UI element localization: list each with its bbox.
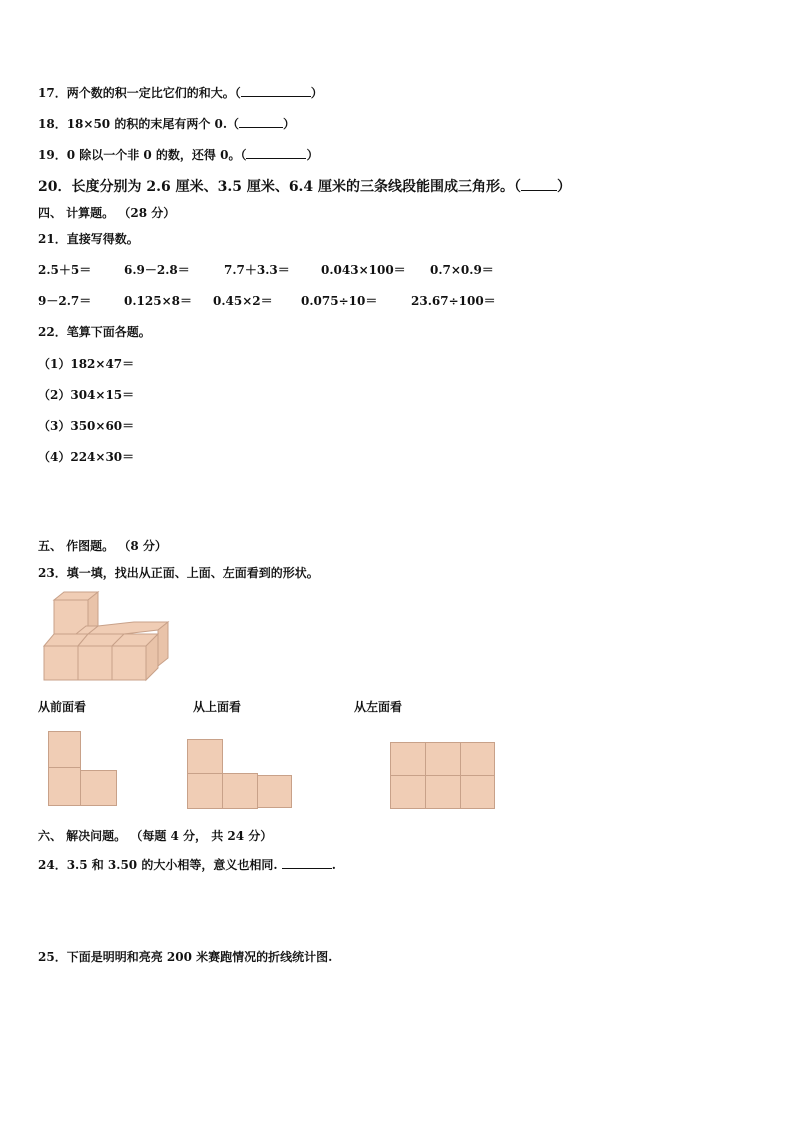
calc-2-3: 0.45×2＝: [213, 294, 273, 308]
question-20-close: ）: [557, 179, 572, 195]
caption-top-view: 从上面看: [193, 700, 242, 714]
view-square: [425, 775, 461, 809]
caption-front-view: 从前面看: [38, 700, 87, 714]
calc-2-2: 0.125×8＝: [124, 294, 192, 308]
question-19: [38, 146, 318, 163]
cube-top-face: [88, 622, 168, 634]
cube-front-face: [78, 646, 112, 680]
view-square: [187, 773, 223, 809]
view-square: [390, 775, 426, 809]
calc-2-1: 9－2.7＝: [38, 294, 92, 308]
calc-1-1: 2.5＋5＝: [38, 263, 92, 277]
cube-stack-figure: [40, 590, 180, 685]
question-19-text: 19．0 除以一个非 0 的数，还得 0。（: [38, 148, 247, 162]
cube-front-face: [44, 646, 78, 680]
question-23-title: 23．填一填，找出从正面、上面、左面看到的形状。: [38, 566, 319, 580]
question-20: [38, 176, 571, 196]
q22-item-2: （2）304×15＝: [38, 388, 135, 402]
view-square: [257, 775, 292, 808]
q22-item-1: （1）182×47＝: [38, 357, 135, 371]
view-square: [48, 767, 81, 806]
view-square: [222, 773, 258, 809]
view-square: [460, 742, 495, 776]
view-square: [425, 742, 461, 776]
question-22-title: 22．笔算下面各题。: [38, 325, 151, 339]
question-18-close: ）: [283, 117, 296, 131]
calc-2-4: 0.075÷10＝: [301, 294, 378, 308]
view-square: [460, 775, 495, 809]
view-square: [80, 770, 117, 806]
calc-1-5: 0.7×0.9＝: [430, 263, 494, 277]
section-6-heading: 六、 解决问题。 （每题 4 分， 共 24 分）: [38, 829, 273, 843]
answer-blank-18[interactable]: [239, 116, 283, 128]
question-20-text: 20．长度分别为 2.6 厘米、3.5 厘米、6.4 厘米的三条线段能围成三角形。（: [38, 179, 522, 195]
answer-blank-17[interactable]: [241, 85, 311, 97]
question-17-text: 17．两个数的积一定比它们的和大。（: [38, 86, 241, 100]
question-18: [38, 115, 295, 132]
cube-side-face: [158, 622, 168, 666]
calc-1-3: 7.7＋3.3＝: [224, 263, 290, 277]
view-square: [187, 739, 223, 774]
question-24-text: 24．3.5 和 3.50 的大小相等，意义也相同.: [38, 858, 278, 872]
question-18-text: 18．18×50 的积的末尾有两个 0.（: [38, 117, 240, 131]
question-19-close: ）: [306, 148, 319, 162]
answer-blank-24[interactable]: [282, 857, 332, 869]
calc-1-4: 0.043×100＝: [321, 263, 406, 277]
cube-front-face: [112, 646, 146, 680]
calc-2-5: 23.67÷100＝: [411, 294, 496, 308]
section-4-heading: 四、 计算题。 （28 分）: [38, 206, 176, 220]
answer-blank-19[interactable]: [246, 147, 306, 159]
question-25: 25．下面是明明和亮亮 200 米赛跑情况的折线统计图.: [38, 950, 333, 964]
calc-1-2: 6.9－2.8＝: [124, 263, 190, 277]
view-square: [48, 731, 81, 768]
answer-blank-20[interactable]: [521, 179, 557, 191]
question-24-end: .: [331, 858, 336, 872]
question-17: [38, 84, 323, 101]
view-square: [390, 742, 426, 776]
question-17-close: ）: [310, 86, 323, 100]
caption-left-view: 从左面看: [354, 700, 403, 714]
question-24: [38, 856, 336, 873]
section-5-heading: 五、 作图题。 （8 分）: [38, 539, 167, 553]
q22-item-3: （3）350×60＝: [38, 419, 135, 433]
q22-item-4: （4）224×30＝: [38, 450, 135, 464]
question-21-title: 21．直接写得数。: [38, 232, 139, 246]
